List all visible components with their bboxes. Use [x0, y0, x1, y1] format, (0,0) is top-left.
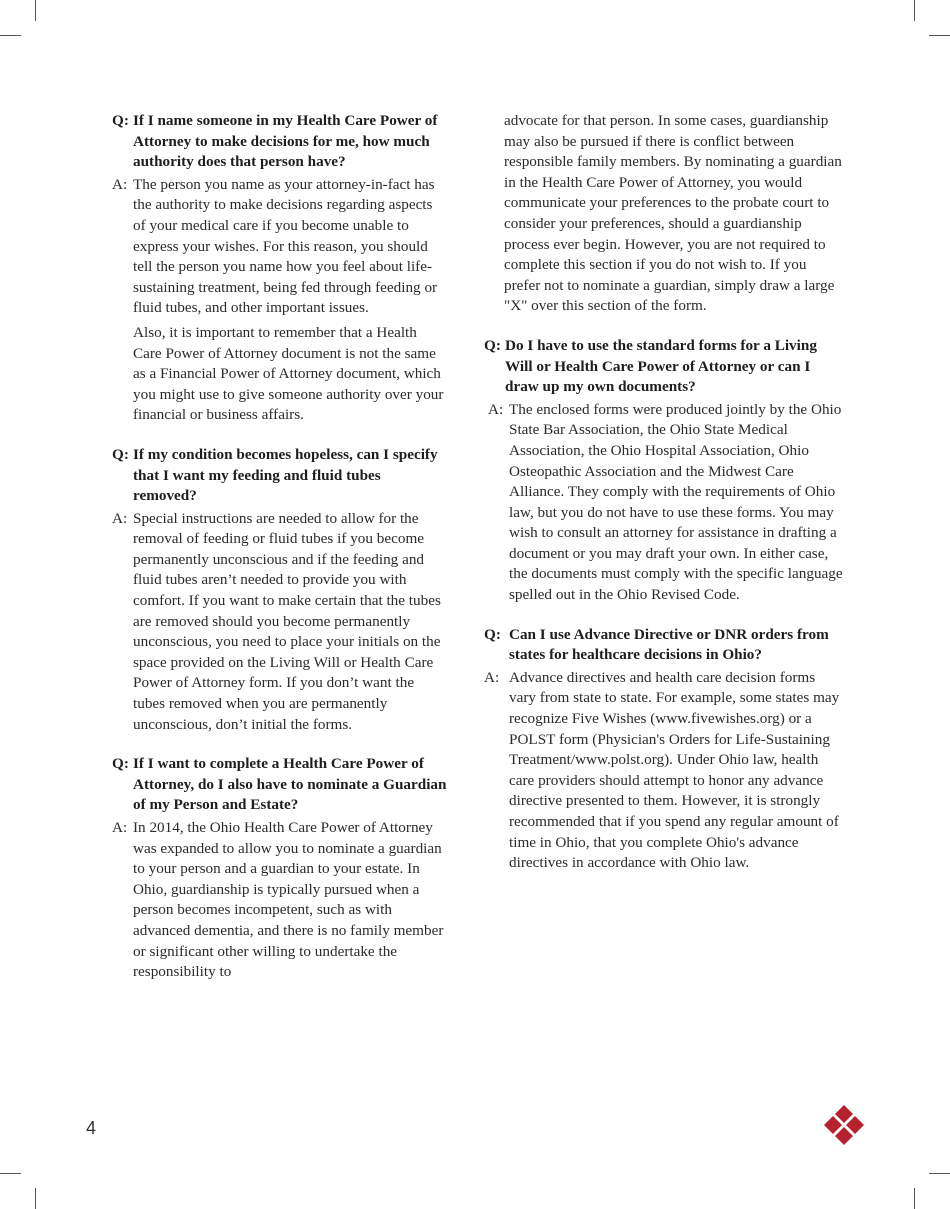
question-text: If I name someone in my Health Care Power of Attorney to make decisions for me, how much authority does that person have?: [133, 112, 438, 171]
crop-mark: [929, 35, 950, 36]
qa-feeding-tubes: [112, 445, 447, 735]
a-tag: A:: [484, 668, 500, 686]
qa-standard-forms: [484, 336, 844, 606]
question: [484, 336, 844, 398]
crop-mark: [0, 35, 21, 36]
answer-text: Special instructions are needed to allow for the removal of feeding or fluid tubes if you become permanently unconscious and if the feeding and fluid tubes aren’t needed to provide you with comfort. If you want to make certain that the tubes are removed should you become permanently unconscious, you need to place your initials on the space provided on the Living Will or Health Care Power of Attorney form. If you don’t want the tubes removed when you are permanently unconscious, don’t initial the forms.: [133, 509, 441, 733]
question-text: Do I have to use the standard forms for a Living Will or Health Care Power of Attorney or can I draw up my own documents?: [505, 336, 817, 396]
a-tag: A:: [112, 819, 128, 836]
q-tag: Q:: [484, 625, 501, 643]
answer-text: The person you name as your attorney-in-fact has the authority to make decisions regarding aspects of your medical care if you become unable to express your wishes. For this reason, you should tell the person you name how you feel about life-sustaining treatment, being fed through feeding or fluid tubes, and other important issues.: [133, 175, 438, 317]
left-column: [112, 111, 447, 983]
q-tag: Q:: [112, 755, 129, 773]
answer: [484, 400, 844, 606]
qa-authority: [112, 111, 447, 426]
a-tag: A:: [112, 509, 128, 527]
question-text: Can I use Advance Directive or DNR orders from states for healthcare decisions in Ohio?: [509, 625, 829, 664]
qa-guardian: [112, 754, 447, 983]
question: [112, 754, 447, 816]
crop-mark: [35, 1188, 36, 1209]
crop-mark: [929, 1173, 950, 1174]
crop-mark: [0, 1173, 21, 1174]
q-tag: Q:: [112, 445, 129, 463]
question: [112, 111, 447, 173]
answer-text: Advance directives and health care decision forms vary from state to state. For example, some states may recognize Five Wishes (www.fivewishes.org) or a POLST form (Physician's Orders for Life-Sustaining Treatment/www.polst.org). Under Ohio law, health care providers should attempt to honor any advance directive presented to them. However, it is strongly recommended that if you spend any regular amount of time in Ohio, that you complete Ohio's advance directives in accordance with Ohio law.: [509, 668, 840, 872]
right-column: [484, 111, 844, 874]
answer-text: In 2014, the Ohio Health Care Power of Attorney was expanded to allow you to nominate a guardian to your person and a guardian to your estate. In Ohio, guardianship is typically pursued when a person becomes incompetent, such as with advanced dementia, and there is no family member or significant other willing to undertake the responsibility to: [133, 819, 444, 981]
question: [112, 445, 447, 507]
logo-diamonds: [824, 1105, 864, 1145]
answer-paragraph: Also, it is important to remember that a Health Care Power of Attorney document is not the same as a Financial Power of Attorney document, which you might use to give someone authority over your financial or business affairs.: [133, 323, 444, 424]
answer: [112, 509, 447, 736]
answer: [112, 175, 447, 319]
answer: [484, 668, 844, 874]
crop-mark: [35, 0, 36, 21]
a-tag: A:: [112, 175, 128, 193]
answer-continuation: advocate for that person. In some cases, guardianship may also be pursued if there is conflict between responsible family members. By nominating a guardian in the Health Care Power of Attorney, you would communicate your preferences to the probate court to consider your preferences, should a guardianship process ever begin. However, you are not required to complete this section if you do not wish to. If you prefer not to nominate a guardian, simply draw a large "X" over this section of the form.: [504, 112, 842, 315]
question-text: If I want to complete a Health Care Power of Attorney, do I also have to nominate a Guardian of my Person and Estate?: [133, 755, 447, 814]
qa-other-states: [484, 625, 844, 874]
crop-mark: [914, 1188, 915, 1209]
red-diamond-cluster-icon: [822, 1103, 866, 1147]
answer: [112, 818, 447, 983]
question-text: If my condition becomes hopeless, can I specify that I want my feeding and fluid tubes removed?: [133, 445, 438, 505]
answer-text: The enclosed forms were produced jointly by the Ohio State Bar Association, the Ohio State Medical Association, the Ohio Hospital Association, Ohio Osteopathic Association and the Midwest Care Alliance. They comply with the requirements of Ohio law, but you do not have to use these forms. You may wish to consult an attorney for assistance in drafting a document or you may draft your own. In either case, the documents must comply with the specific language spelled out in the Ohio Revised Code.: [509, 400, 843, 604]
a-tag: A:: [488, 400, 504, 418]
q-tag: Q:: [484, 336, 501, 354]
q-tag: Q:: [112, 112, 129, 129]
page-number: 4: [86, 1118, 97, 1138]
crop-mark: [914, 0, 915, 21]
question: [484, 625, 844, 666]
